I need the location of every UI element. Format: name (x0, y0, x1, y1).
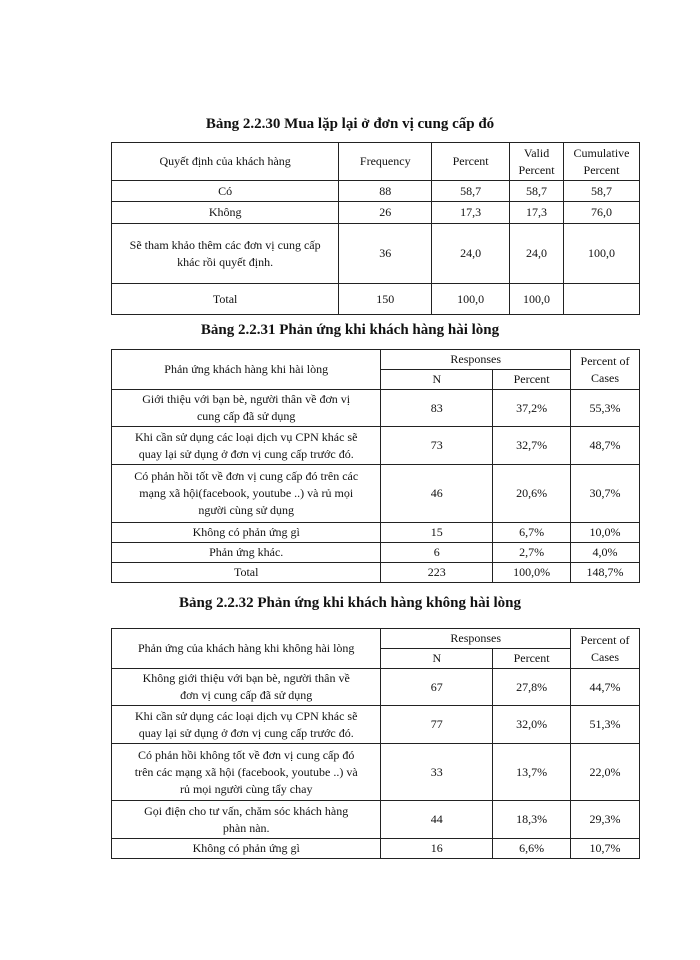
table-30 (111, 142, 640, 315)
table-30-title: Bảng 2.2.30 Mua lặp lại ở đơn vị cung cấp đó (205, 116, 495, 132)
table-header-row (112, 629, 640, 649)
header-n: N (381, 649, 493, 669)
header-frequency: Frequency (339, 143, 432, 181)
table-row: Phản ứng khác. 6 2,7% 4,0% (112, 543, 640, 563)
header-percent-of-cases: Percent of Cases (571, 350, 640, 390)
table-31 (111, 349, 640, 583)
table-row: Không 26 17,3 17,3 76,0 (112, 202, 640, 224)
header-responses: Responses (381, 629, 571, 649)
table-row: Không có phản ứng gì 16 6,6% 10,7% (112, 839, 640, 859)
header-reaction: Phản ứng của khách hàng khi không hài lòng (112, 629, 381, 669)
table-32 (111, 628, 640, 859)
header-cumulative-percent: Cumulative Percent (564, 143, 640, 181)
header-valid-percent: Valid Percent (510, 143, 564, 181)
table-header-row (112, 350, 640, 370)
table-row: Có 88 58,7 58,7 58,7 (112, 181, 640, 202)
table-row: Không giới thiệu với bạn bè, người thân về đơn vị cung cấp đã sử dụng 67 27,8% 44,7% (112, 669, 640, 706)
header-reaction: Phản ứng khách hàng khi hài lòng (112, 350, 381, 390)
table-row: Có phản hồi không tốt về đơn vị cung cấp đó trên các mạng xã hội (facebook, youtube ..) và rủ mọi người cùng tẩy chay 33 13,7% 22,0% (112, 744, 640, 801)
header-percent: Percent (493, 370, 571, 390)
table-row: Giới thiệu với bạn bè, người thân về đơn vị cung cấp đã sử dụng 83 37,2% 55,3% (112, 390, 640, 427)
table-row: Có phản hồi tốt về đơn vị cung cấp đó trên các mạng xã hội(facebook, youtube ..) và rủ mọi người cùng sử dụng 46 20,6% 30,7% (112, 465, 640, 523)
table-row: Sẽ tham khảo thêm các đơn vị cung cấp khác rồi quyết định. 36 24,0 24,0 100,0 (112, 224, 640, 284)
table-total-row: Total 223 100,0% 148,7% (112, 563, 640, 583)
table-32-title: Bảng 2.2.32 Phản ứng khi khách hàng không hài lòng (178, 595, 522, 611)
table-row: Khi cần sử dụng các loại dịch vụ CPN khác sẽ quay lại sử dụng ở đơn vị cung cấp trước đó. 73 32,7% 48,7% (112, 427, 640, 465)
header-responses: Responses (381, 350, 571, 370)
table-total-row: Total 150 100,0 100,0 (112, 284, 640, 315)
table-row: Không có phản ứng gì 15 6,7% 10,0% (112, 523, 640, 543)
header-percent: Percent (432, 143, 510, 181)
header-percent-of-cases: Percent of Cases (571, 629, 640, 669)
header-n: N (381, 370, 493, 390)
table-row: Gọi điện cho tư vấn, chăm sóc khách hàng phàn nàn. 44 18,3% 29,3% (112, 801, 640, 839)
header-percent: Percent (493, 649, 571, 669)
table-header-row (112, 143, 640, 181)
header-decision: Quyết định của khách hàng (112, 143, 339, 181)
table-row: Khi cần sử dụng các loại dịch vụ CPN khác sẽ quay lại sử dụng ở đơn vị cung cấp trước đó. 77 32,0% 51,3% (112, 706, 640, 744)
table-31-title: Bảng 2.2.31 Phản ứng khi khách hàng hài lòng (200, 322, 500, 338)
